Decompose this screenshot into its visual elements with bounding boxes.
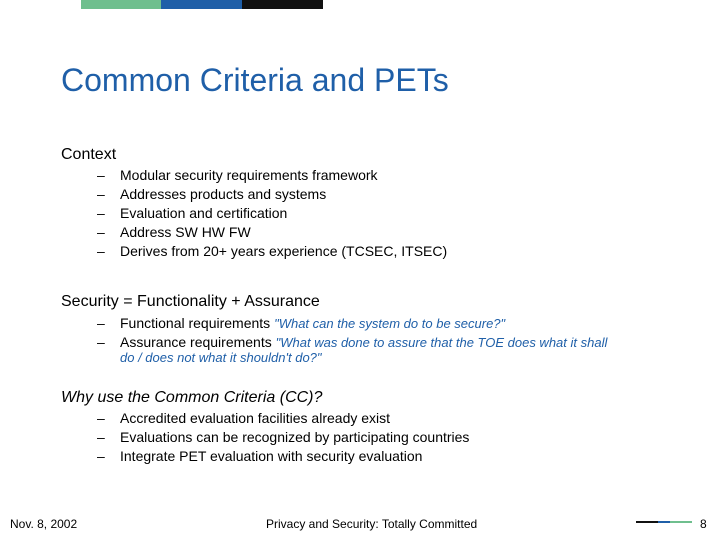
context-item: – Derives from 20+ years experience (TCSEC, ITSEC) bbox=[97, 243, 448, 259]
security-item-functional: – Functional requirements "What can the system do to be secure?" bbox=[97, 315, 506, 331]
assurance-quote: "What was done to assure that the TOE does what it shall bbox=[275, 335, 608, 350]
page-number: 8 bbox=[700, 517, 707, 531]
why-item: – Evaluations can be recognized by participating countries bbox=[97, 429, 470, 445]
footer-accent-blue bbox=[658, 521, 670, 523]
footer-accent-black bbox=[636, 521, 658, 523]
context-item: – Address SW HW FW bbox=[97, 224, 251, 240]
footer-date: Nov. 8, 2002 bbox=[10, 517, 78, 531]
footer-center-text: Privacy and Security: Totally Committed bbox=[266, 517, 478, 531]
top-accent-bar-blue bbox=[161, 0, 242, 9]
context-heading: Context bbox=[61, 146, 117, 163]
why-item: – Integrate PET evaluation with security evaluation bbox=[97, 448, 423, 464]
top-accent-bar-black bbox=[242, 0, 323, 9]
top-accent-bar-green bbox=[81, 0, 161, 9]
functional-quote: "What can the system do to be secure?" bbox=[274, 316, 506, 331]
why-item: – Accredited evaluation facilities already exist bbox=[97, 410, 391, 426]
context-item: – Modular security requirements framework bbox=[97, 167, 378, 183]
security-item-assurance: – Assurance requirements "What was done to assure that the TOE does what it shall bbox=[97, 334, 608, 350]
context-item: – Addresses products and systems bbox=[97, 186, 327, 202]
slide-title: Common Criteria and PETs bbox=[61, 62, 449, 98]
assurance-quote-continued: do / does not what it shouldn't do?" bbox=[120, 350, 322, 365]
context-item: – Evaluation and certification bbox=[97, 205, 288, 221]
why-heading: Why use the Common Criteria (CC)? bbox=[61, 389, 323, 406]
footer-accent-green bbox=[670, 521, 692, 523]
security-heading: Security = Functionality + Assurance bbox=[61, 293, 320, 310]
